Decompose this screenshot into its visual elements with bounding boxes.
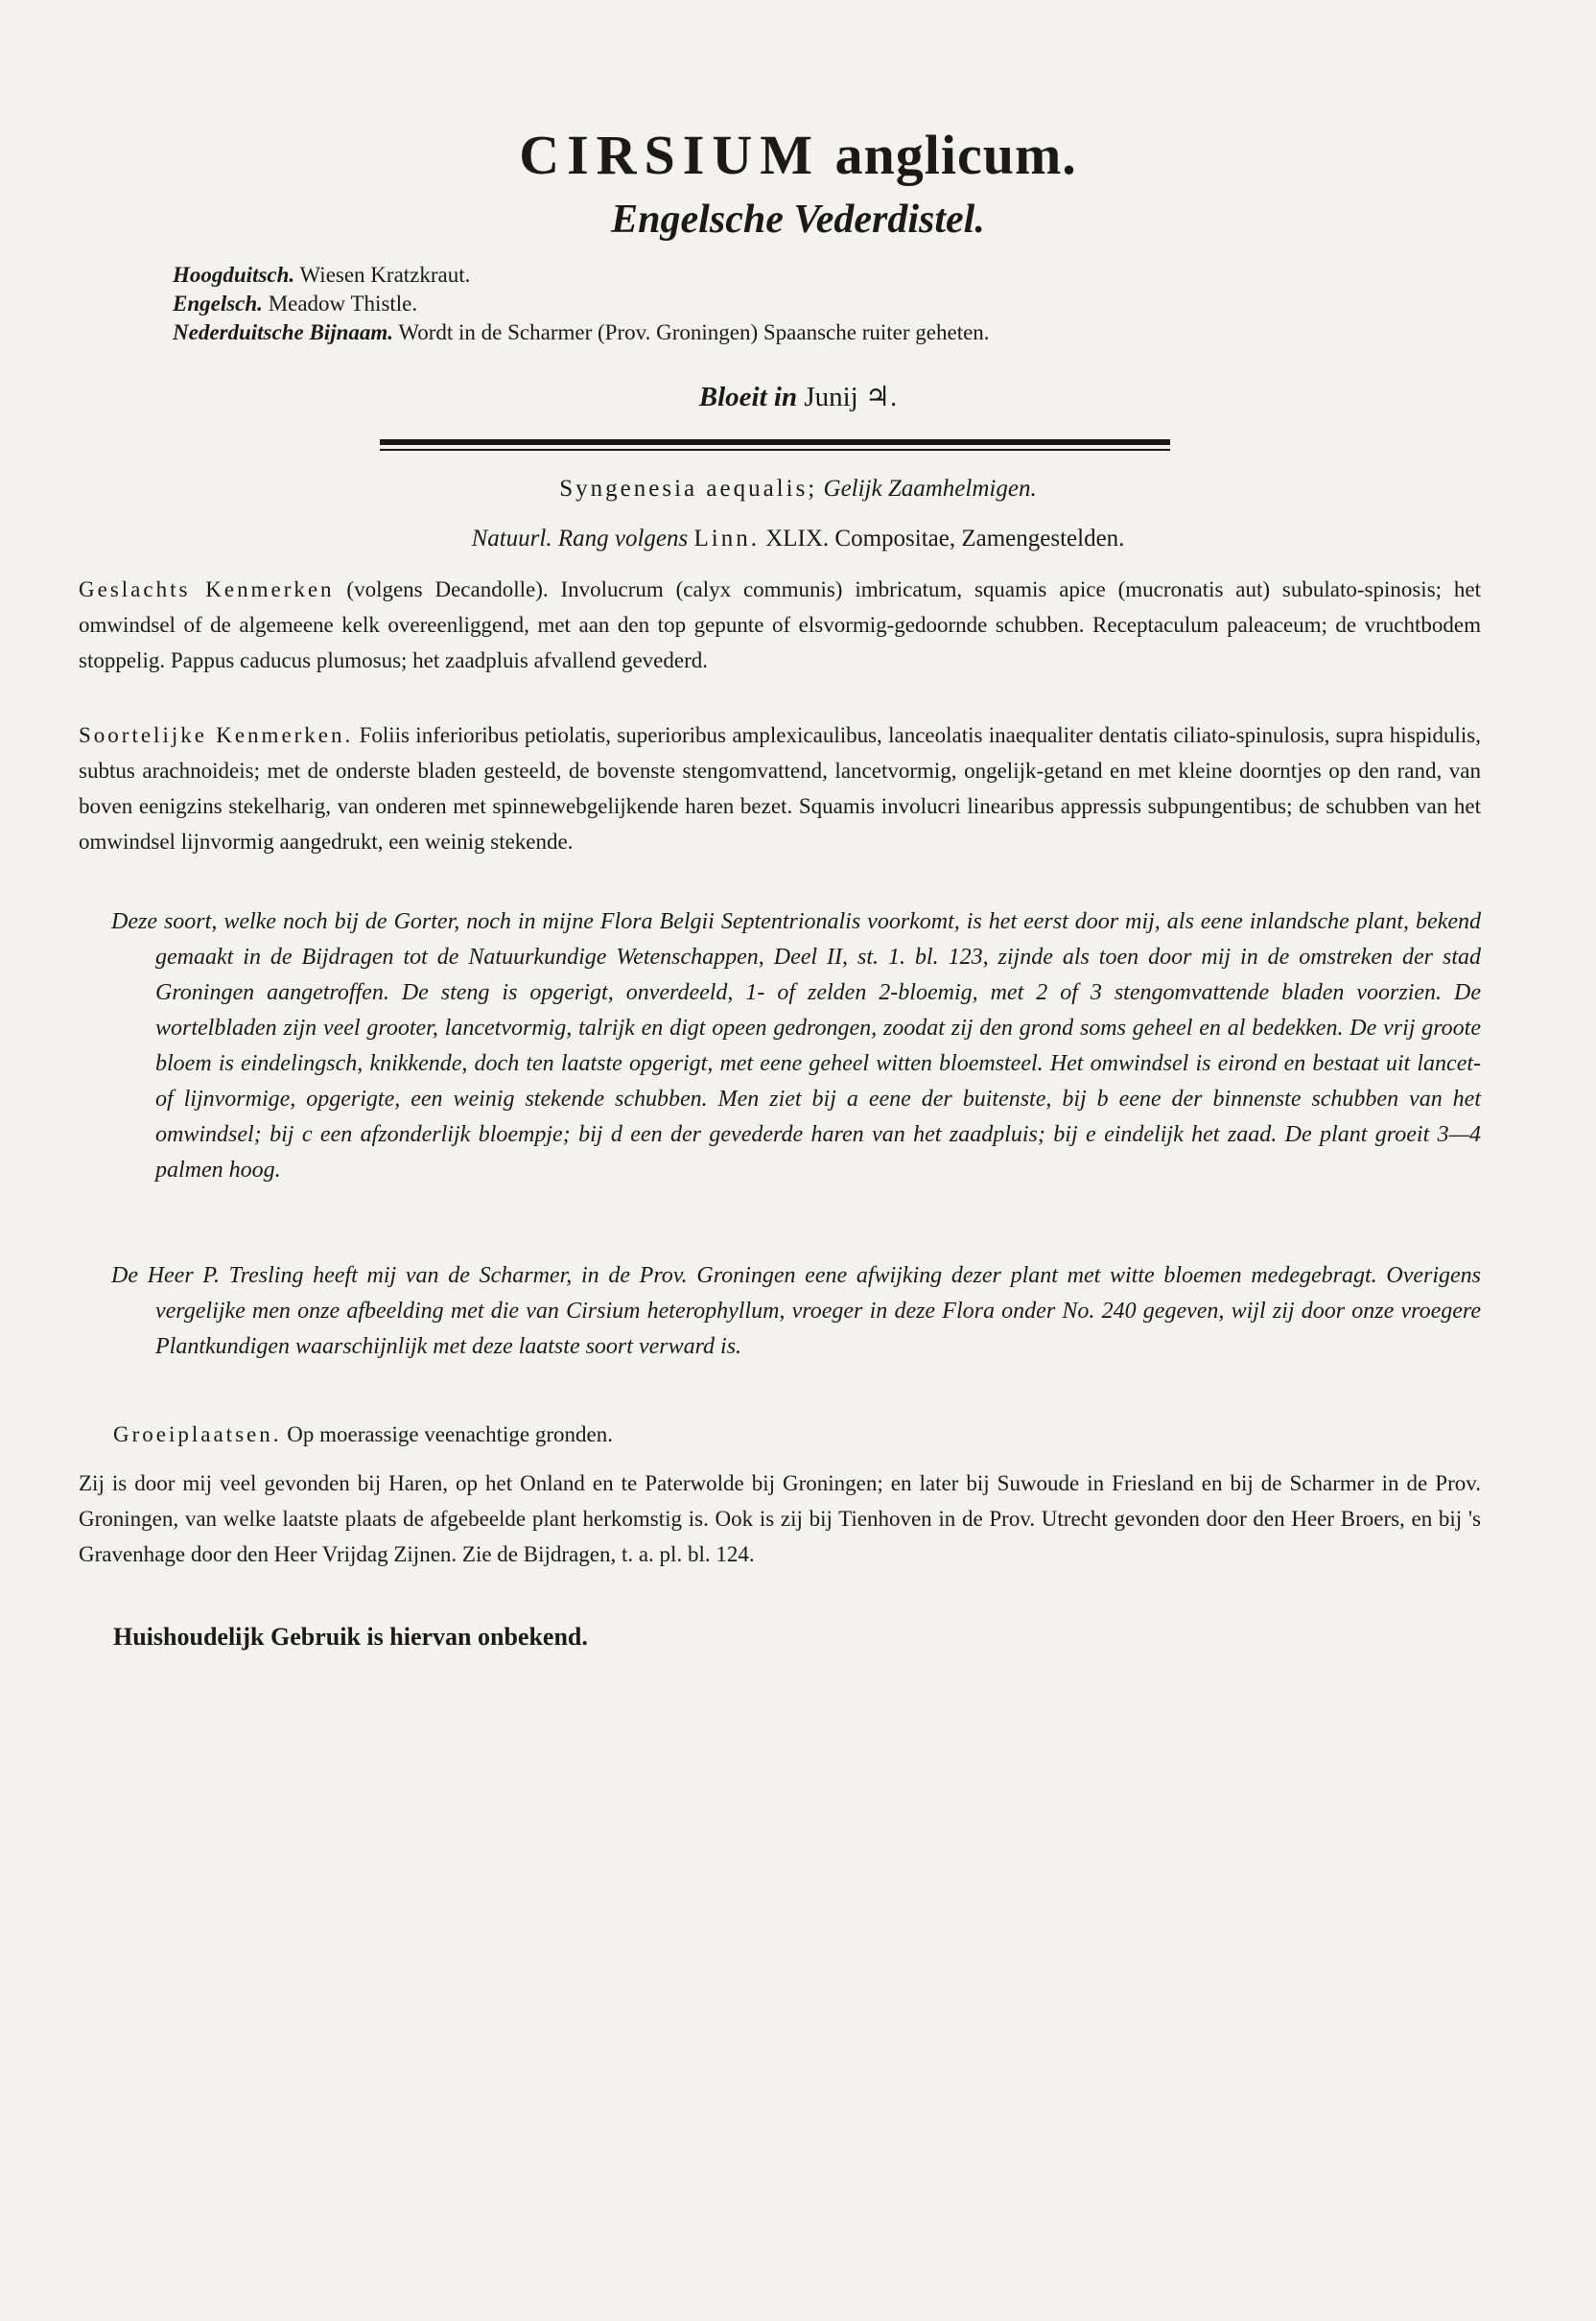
bloom-label: Bloeit in [698, 382, 798, 412]
genus-characters-label: Geslachts Kenmerken [79, 577, 335, 601]
class-text: Syngenesia aequalis; [559, 476, 818, 502]
bloom-text: Junij ♃. [804, 382, 898, 412]
household-use: Huishoudelijk Gebruik is hiervan onbekend. [113, 1623, 588, 1651]
genus-characters [79, 572, 1481, 678]
divider-thick [380, 439, 1170, 445]
bloom-period [0, 380, 1596, 413]
common-name-label: Nederduitsche Bijnaam. [173, 320, 394, 344]
rank-text: XLIX. Compositae, Zamengestelden. [765, 526, 1125, 551]
common-name-row [173, 290, 1362, 318]
common-name-text: Meadow Thistle. [268, 292, 418, 316]
common-name-label: Engelsch. [173, 292, 263, 316]
localities-paragraph: Zij is door mij veel gevonden bij Haren, op het Onland en te Paterwolde bij Groningen; en later bij Suwoude in Friesland en bij de Scharmer in de Prov. Groningen, van welke laatste plaats de afgebeelde plant herkomstig is. Ook is zij bij Tienhoven in de Prov. Utrecht gevonden door den Heer Broers, en bij 's Gravenhage door den Heer Vrijdag Zijnen. Zie de Bijdragen, t. a. pl. bl. 124. [79, 1471, 1481, 1566]
common-name-label: Hoogduitsch. [173, 263, 295, 287]
common-names [173, 261, 1362, 347]
page-subtitle: Engelsche Vederdistel. [611, 198, 985, 242]
title-species: anglicum. [834, 124, 1077, 186]
common-name-text: Wiesen Kratzkraut. [299, 263, 471, 287]
page-title [0, 123, 1596, 187]
description-paragraph: Deze soort, welke noch bij de Gorter, noch in mijne Flora Belgii Septentrionalis voorkomt, is het eerst door mij, als eene inlandsche plant, bekend gemaakt in de Bijdragen tot de Natuurkundige Wetenschappen, Deel II, st. 1. bl. 123, zijnde als toen door mij in de omstreken der stad Groningen aangetroffen. De steng is opgerigt, onverdeeld, 1- of zelden 2-bloemig, met 2 of 3 stengomvattende bladen voorzien. De wortelbladen zijn veel grooter, lancetvormig, talrijk en digt opeen gedrongen, zoodat zij den grond soms geheel en al bedekken. De vrij groote bloem is eindelingsch, knikkende, doch ten laatste opgerigt, met eene geheel witten bloemsteel. Het omwindsel is eirond en bestaat uit lancet- of lijnvormige, opgerigte, een weinig stekende schubben. Men ziet bij a eene der buitenste, bij b eene der binnenste schubben van het omwindsel; bij c een afzonderlijk bloempje; bij d een der gevederde haren van het zaadpluis; bij e eindelijk het zaad. De plant groeit 3—4 palmen hoog. [111, 909, 1481, 1183]
rank-author: Linn. [693, 526, 760, 551]
divider-thin [380, 449, 1170, 451]
species-characters-label: Soortelijke Kenmerken. [79, 723, 354, 747]
common-name-row [173, 318, 1362, 347]
habitat [113, 1417, 1515, 1452]
habitat-label: Groeiplaatsen. [113, 1422, 282, 1446]
classification-line [0, 476, 1596, 503]
rank-label: Natuurl. Rang volgens [471, 526, 689, 551]
habitat-text: Op moerassige veenachtige gronden. [287, 1422, 614, 1446]
title-genus: CIRSIUM [519, 124, 820, 186]
note-paragraph: De Heer P. Tresling heeft mij van de Scharmer, in de Prov. Groningen eene afwijking dezer plant met witte bloemen medegebragt. Overigens vergelijke men onze afbeelding met die van Cirsium heterophyllum, vroeger in deze Flora onder No. 240 gegeven, wijl zij door onze vroegere Plantkundigen waarschijnlijk met deze laatste soort verward is. [111, 1263, 1481, 1359]
rank-line [0, 526, 1596, 552]
common-name-text: Wordt in de Scharmer (Prov. Groningen) Spaansche ruiter geheten. [398, 320, 990, 344]
common-name-row [173, 261, 1362, 290]
genus-characters-text: (volgens Decandolle). Involucrum (calyx communis) imbricatum, squamis apice (mucronatis aut) subulato-spinosis; het omwindsel of de algemeene kelk overeenliggend, met aan den top gepunte of elsvormig-gedoornde schubben. Receptaculum paleaceum; de vruchtbodem stoppelig. Pappus caducus plumosus; het zaadpluis afvallend gevederd. [79, 577, 1481, 672]
class-dutch: Gelijk Zaamhelmigen. [823, 476, 1037, 502]
species-characters [79, 717, 1481, 859]
species-characters-text: Foliis inferioribus petiolatis, superioribus amplexicaulibus, lanceolatis inaequaliter dentatis ciliato-spinulosis, supra hispidulis, subtus arachnoideis; met de onderste bladen gesteeld, de bovenste stengomvattend, lancetvormig, ongelijk-getand en met kleine doorntjes op den rand, van boven eenigzins stekelharig, van onderen met spinnewebgelijkende haren bezet. Squamis involucri linearibus appressis subpungentibus; de schubben van het omwindsel lijnvormig aangedrukt, een weinig stekende. [79, 723, 1482, 854]
